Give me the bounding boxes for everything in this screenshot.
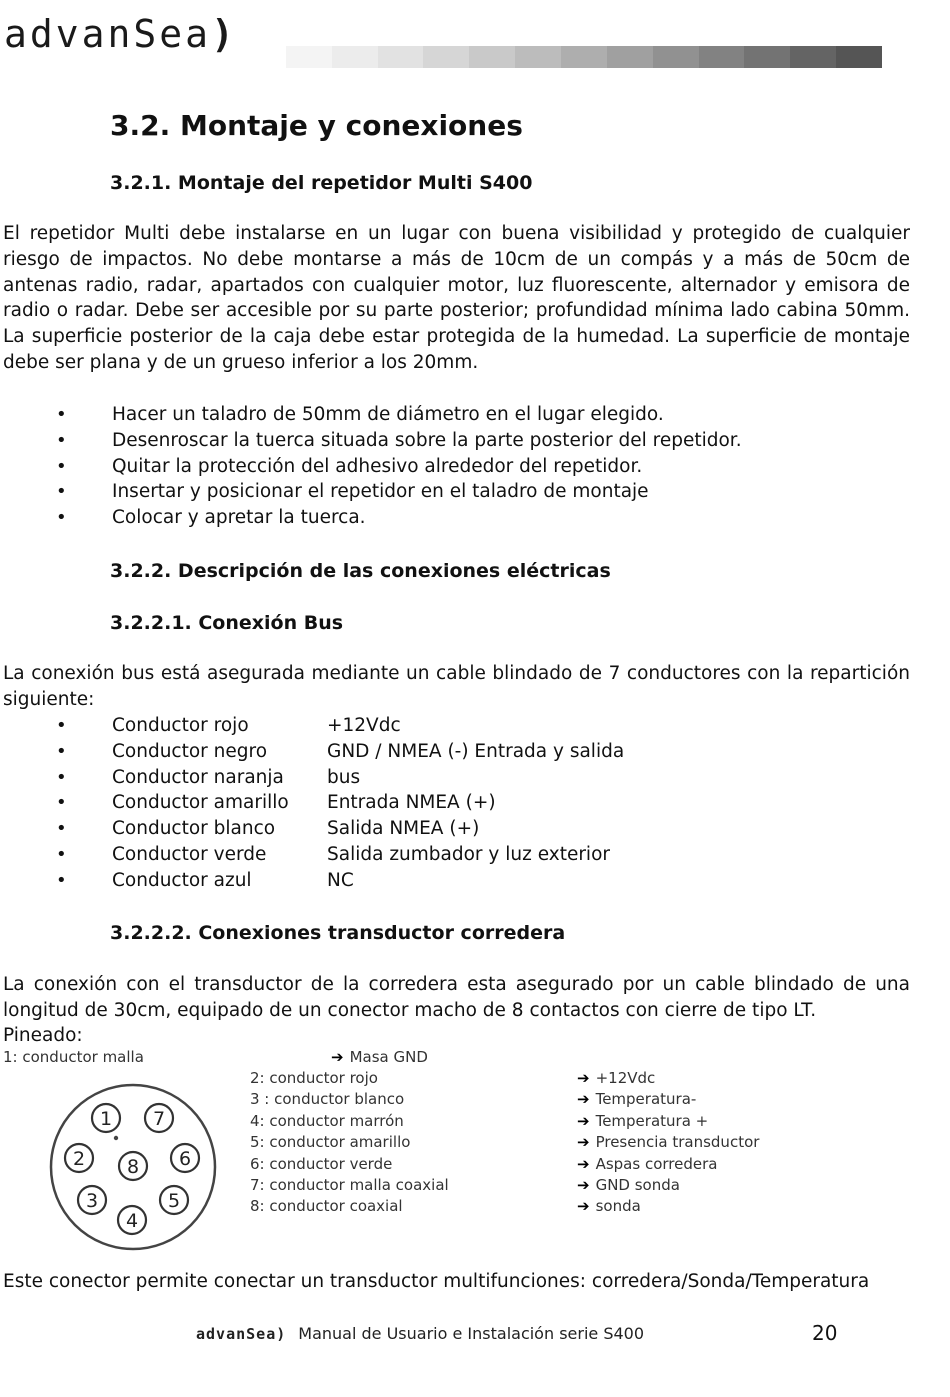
header-bar-segment: [790, 46, 836, 68]
page-number: 20: [812, 1321, 838, 1345]
svg-text:2: 2: [72, 1148, 86, 1170]
list-item: • Conductor blanco Salida NMEA (+): [0, 816, 907, 842]
subsection-title-bus: 3.2.2.1. Conexión Bus: [110, 612, 344, 634]
svg-text:1: 1: [99, 1108, 113, 1130]
pin-8: [119, 1152, 147, 1180]
pin-row: 4: conductor marrón ➔ Temperatura +: [250, 1111, 709, 1130]
list-item: • Conductor rojo +12Vdc: [0, 713, 907, 739]
list-item: • Colocar y apretar la tuerca.: [0, 505, 907, 531]
header-bar-segment: [286, 46, 332, 68]
header-bar-segment: [332, 46, 378, 68]
svg-text:3: 3: [85, 1190, 99, 1212]
footer-title: Manual de Usuario e Instalación serie S400: [298, 1324, 645, 1343]
arrow-right-icon: ➔: [577, 1111, 590, 1130]
subsection-title-electrical: 3.2.2. Descripción de las conexiones eléctricas: [110, 560, 611, 582]
header-bar-segment: [607, 46, 653, 68]
connector-key-dot: [114, 1136, 118, 1140]
pinout-list: [250, 1068, 870, 1218]
svg-text:4: 4: [125, 1210, 139, 1232]
pin-row: 8: conductor coaxial ➔ sonda: [250, 1197, 641, 1216]
subsection-title-mounting: 3.2.1. Montaje del repetidor Multi S400: [110, 172, 533, 194]
arrow-right-icon: ➔: [577, 1133, 590, 1152]
pin-row: 1: conductor malla ➔ Masa GND: [3, 1048, 428, 1066]
transducer-paragraph: La conexión con el transductor de la corredera esta asegurado por un cable blindado de una longitud de 30cm, equipado de un conector macho de 8 contactos con cierre de tipo LT.: [3, 974, 910, 1021]
arrow-right-icon: ➔: [577, 1154, 590, 1173]
arrow-right-icon: ➔: [331, 1048, 344, 1066]
header-bar-segment: [240, 46, 286, 68]
arrow-right-icon: ➔: [577, 1090, 590, 1109]
pin-row: 2: conductor rojo ➔ +12Vdc: [250, 1069, 656, 1087]
header-bar-segment: [378, 46, 424, 68]
pin-5: [160, 1186, 188, 1214]
footer-logo: advanSea): [196, 1325, 287, 1343]
list-item: • Desenroscar la tuerca situada sobre la parte posterior del repetidor.: [0, 428, 907, 454]
svg-text:6: 6: [178, 1148, 192, 1170]
arrow-right-icon: ➔: [577, 1197, 590, 1216]
header-bar-segment: [653, 46, 699, 68]
header-bar-segment: [469, 46, 515, 68]
svg-text:7: 7: [152, 1108, 166, 1130]
closing-paragraph: Este conector permite conectar un transductor multifunciones: corredera/Sonda/Temperatura: [3, 1271, 870, 1292]
list-item: • Quitar la protección del adhesivo alrededor del repetidor.: [0, 454, 907, 480]
list-item: • Conductor negro GND / NMEA (-) Entrada y salida: [0, 739, 907, 765]
page-footer: [196, 1323, 644, 1345]
section-title: 3.2. Montaje y conexiones: [110, 109, 523, 142]
pinout-label: Pineado:: [3, 1025, 83, 1046]
svg-text:8: 8: [126, 1156, 140, 1178]
arrow-right-icon: ➔: [577, 1175, 590, 1194]
arrow-right-icon: ➔: [577, 1069, 590, 1087]
pin-2: [65, 1144, 93, 1172]
header-bar-segment: [423, 46, 469, 68]
bus-conductors-list: [0, 713, 907, 894]
list-item: • Conductor verde Salida zumbador y luz exterior: [0, 842, 907, 868]
pin-3: [78, 1186, 106, 1214]
brand-logo: advanSea): [4, 12, 237, 56]
pin-row: 6: conductor verde ➔ Aspas corredera: [250, 1154, 718, 1173]
list-item: • Conductor azul NC: [0, 868, 907, 894]
list-item: • Insertar y posicionar el repetidor en el taladro de montaje: [0, 479, 907, 505]
list-item: • Conductor amarillo Entrada NMEA (+): [0, 790, 907, 816]
pin-7: [145, 1104, 173, 1132]
mounting-paragraph: El repetidor Multi debe instalarse en un lugar con buena visibilidad y protegido de cualquier riesgo de impactos. No debe montarse a más de 10cm de un compás y a más de 50cm de antenas radio, radar, apartados con cualquier motor, luz fluorescente, alternador y emisora de radio o radar. Debe ser accesible por su parte posterior; profundidad mínima lado cabina 50mm. La superficie posterior de la caja debe estar protegida de la humedad. La superficie de montaje debe ser plana y de un grueso inferior a los 20mm.: [3, 223, 910, 373]
mounting-steps-list: [0, 402, 907, 531]
pin-row: 5: conductor amarillo ➔ Presencia transductor: [250, 1133, 760, 1152]
header-bar-segment: [699, 46, 745, 68]
list-item: • Conductor naranja bus: [0, 765, 907, 791]
header-bar-segment: [515, 46, 561, 68]
svg-text:5: 5: [167, 1190, 181, 1212]
pin-1: [92, 1104, 120, 1132]
header-gradient-bar: [240, 46, 882, 68]
bus-paragraph: La conexión bus está asegurada mediante un cable blindado de 7 conductores con la repartición siguiente:: [3, 663, 910, 710]
pin-row: 7: conductor malla coaxial ➔ GND sonda: [250, 1175, 680, 1194]
header-bar-segment: [744, 46, 790, 68]
pin-6: [171, 1144, 199, 1172]
header-bar-segment: [561, 46, 607, 68]
header-bar-segment: [836, 46, 882, 68]
pin-row: 3 : conductor blanco ➔ Temperatura-: [250, 1090, 697, 1109]
pin-4: [118, 1206, 146, 1234]
subsection-title-transducer: 3.2.2.2. Conexiones transductor corredera: [110, 922, 566, 944]
list-item: • Hacer un taladro de 50mm de diámetro en el lugar elegido.: [0, 402, 907, 428]
connector-pinout-diagram: [48, 1082, 218, 1252]
